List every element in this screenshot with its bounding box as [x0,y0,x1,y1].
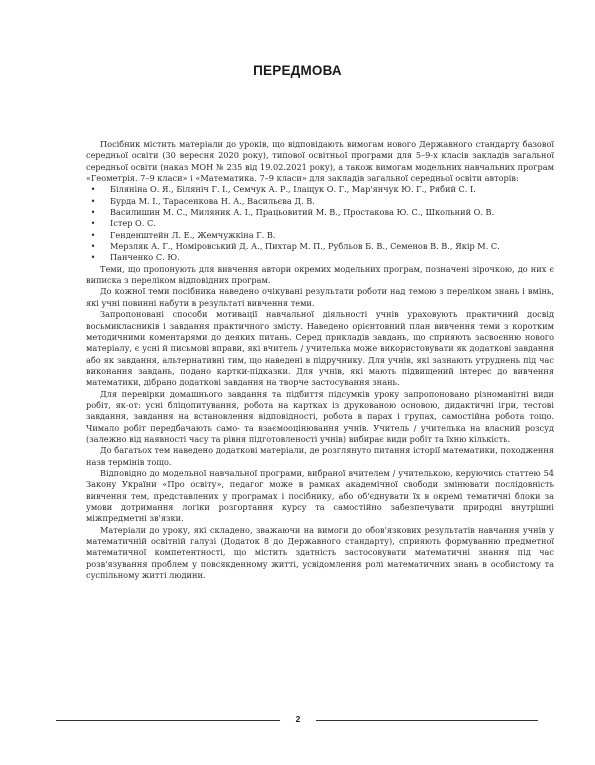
bullet-icon: • [90,207,96,218]
author-group-text: Панченко С. Ю. [110,252,180,263]
footer-rule-left [56,720,280,721]
bullet-icon: • [90,184,96,195]
paragraph-expected-results: До кожної теми посібника наведено очікувані результати роботи над темою з переліком знань і вмінь, які учні повинні набути в результаті вивчення теми. [86,286,554,308]
author-list-item [86,252,554,263]
bullet-icon: • [90,229,96,240]
author-list-item [86,196,554,207]
author-list-item [86,184,554,195]
paragraph-intro: Посібник містить матеріали до уроків, що відповідають вимогам нового Державного стандарту базової середньої освіти (30 вересня 2020 року), типової освітньої програми для 5–9-х класів закладів загальної середньої освіти (наказ МОН № 235 від 19.02.2021 року), а також вимогам модельних навчальних програм «Геометрія. 7–9 класи» і «Математика. 7–9 класи» для закладів загальної середньої освіти авторів: [86,139,554,184]
author-group-text: Бурда М. І., Тарасенкова Н. А., Васильєва Д. В. [110,195,315,206]
author-list-item [86,230,554,241]
authors-list [86,184,554,263]
bullet-icon: • [90,218,96,229]
author-list-item [86,241,554,252]
author-group-text: Істер О. С. [110,218,156,229]
page-number: 2 [295,714,301,724]
paragraph-competence: Матеріали до уроку, які складено, зважаючи на вимоги до обов'язкових результатів навчання учнів у математичній освітній галузі (Додаток 8 до Державного стандарту), сприяють формуванню предметної математичної компетентності, що містить здатність застосовувати математичні знання під час розв'язування проблем у повсякденному житті, усвідомлення ролі математичних знань в особистому та суспільному житті людини. [86,524,554,581]
author-list-item [86,218,554,229]
author-group-text: Василишин М. С., Миляник А. І., Працьовитий М. В., Простакова Ю. С., Школьний О. В. [110,207,495,218]
page-title: ПЕРЕДМОВА [253,63,342,78]
author-group-text: Біляніна О. Я., Біляніч Г. І., Семчук А. Р., Ілащук О. Г., Мар'янчук Ю. Г., Рябий С. І. [110,184,476,195]
bullet-icon: • [90,241,96,252]
body-text [86,139,554,581]
author-group-text: Мерзляк А. Г., Номіровський Д. А., Пихтар М. П., Рубльов Б. В., Семенов В. В., Якір М. С. [110,241,500,252]
paragraph-additional-materials: До багатьох тем наведено додаткові матеріали, де розглянуто питання історії математики, походження назв термінів тощо. [86,445,554,467]
paragraph-program-flexibility: Відповідно до модельної навчальної програми, вибраної вчителем / учителькою, керуючись статтею 54 Закону України «Про освіту», педагог може в рамках академічної свободи змінювати послідовність вивчення тем, представлених у програмах і посібнику, або об'єднувати їх в окремі тематичні блоки за умови дотримання логіки розгортання курсу та самостійно забезпечувати природні внутрішні міжпредметні зв'язки. [86,467,554,524]
paragraph-starred-topics: Теми, що пропонують для вивчення автори окремих модельних програм, позначені зірочкою, до них є виписка з переліком відповідних програм. [86,263,554,286]
footer-rule-right [316,720,538,721]
bullet-icon: • [90,195,96,206]
paragraph-homework-check: Для перевірки домашнього завдання та підбиття підсумків уроку запропоновано різноманітні види робіт, як-от: усні бліцопитування, робота на картках із друкованою основою, дидактичні ігри, тестові завдання, завдання на встановлення відповідності, робота в парах і групах, самостійна робота тощо. Чимало робіт передбачають само- та взаємооцінювання учнів. Учитель / учителька на власний розсуд (залежно від наявності часу та рівня підготовленості учнів) вибирає види робіт та їхню кількість. [86,388,554,444]
author-group-text: Генденштейн Л. Е., Жемчужкіна Г. В. [110,229,276,240]
bullet-icon: • [90,252,96,263]
paragraph-motivation: Запропоновані способи мотивації навчальної діяльності учнів ураховують практичний досвід восьмикласників і завдання практичного змісту. Наведено орієнтовний план вивчення теми з коротким методичними коментарями до деяких питань. Серед прикладів завдань, що сприяють засвоєнню нового матеріалу, є усні й письмові вправи, які вчитель / учителька може використовувати як додаткові завдання або як завдання, альтернативні тим, що наведені в підручнику. Для учнів, які зазнають утруднень під час виконання завдань, подано картки-підказки. Для учнів, які мають підвищений інтерес до вивчення математики, дібрано додаткові завдання на творче застосування знань. [86,309,554,388]
author-list-item [86,207,554,218]
